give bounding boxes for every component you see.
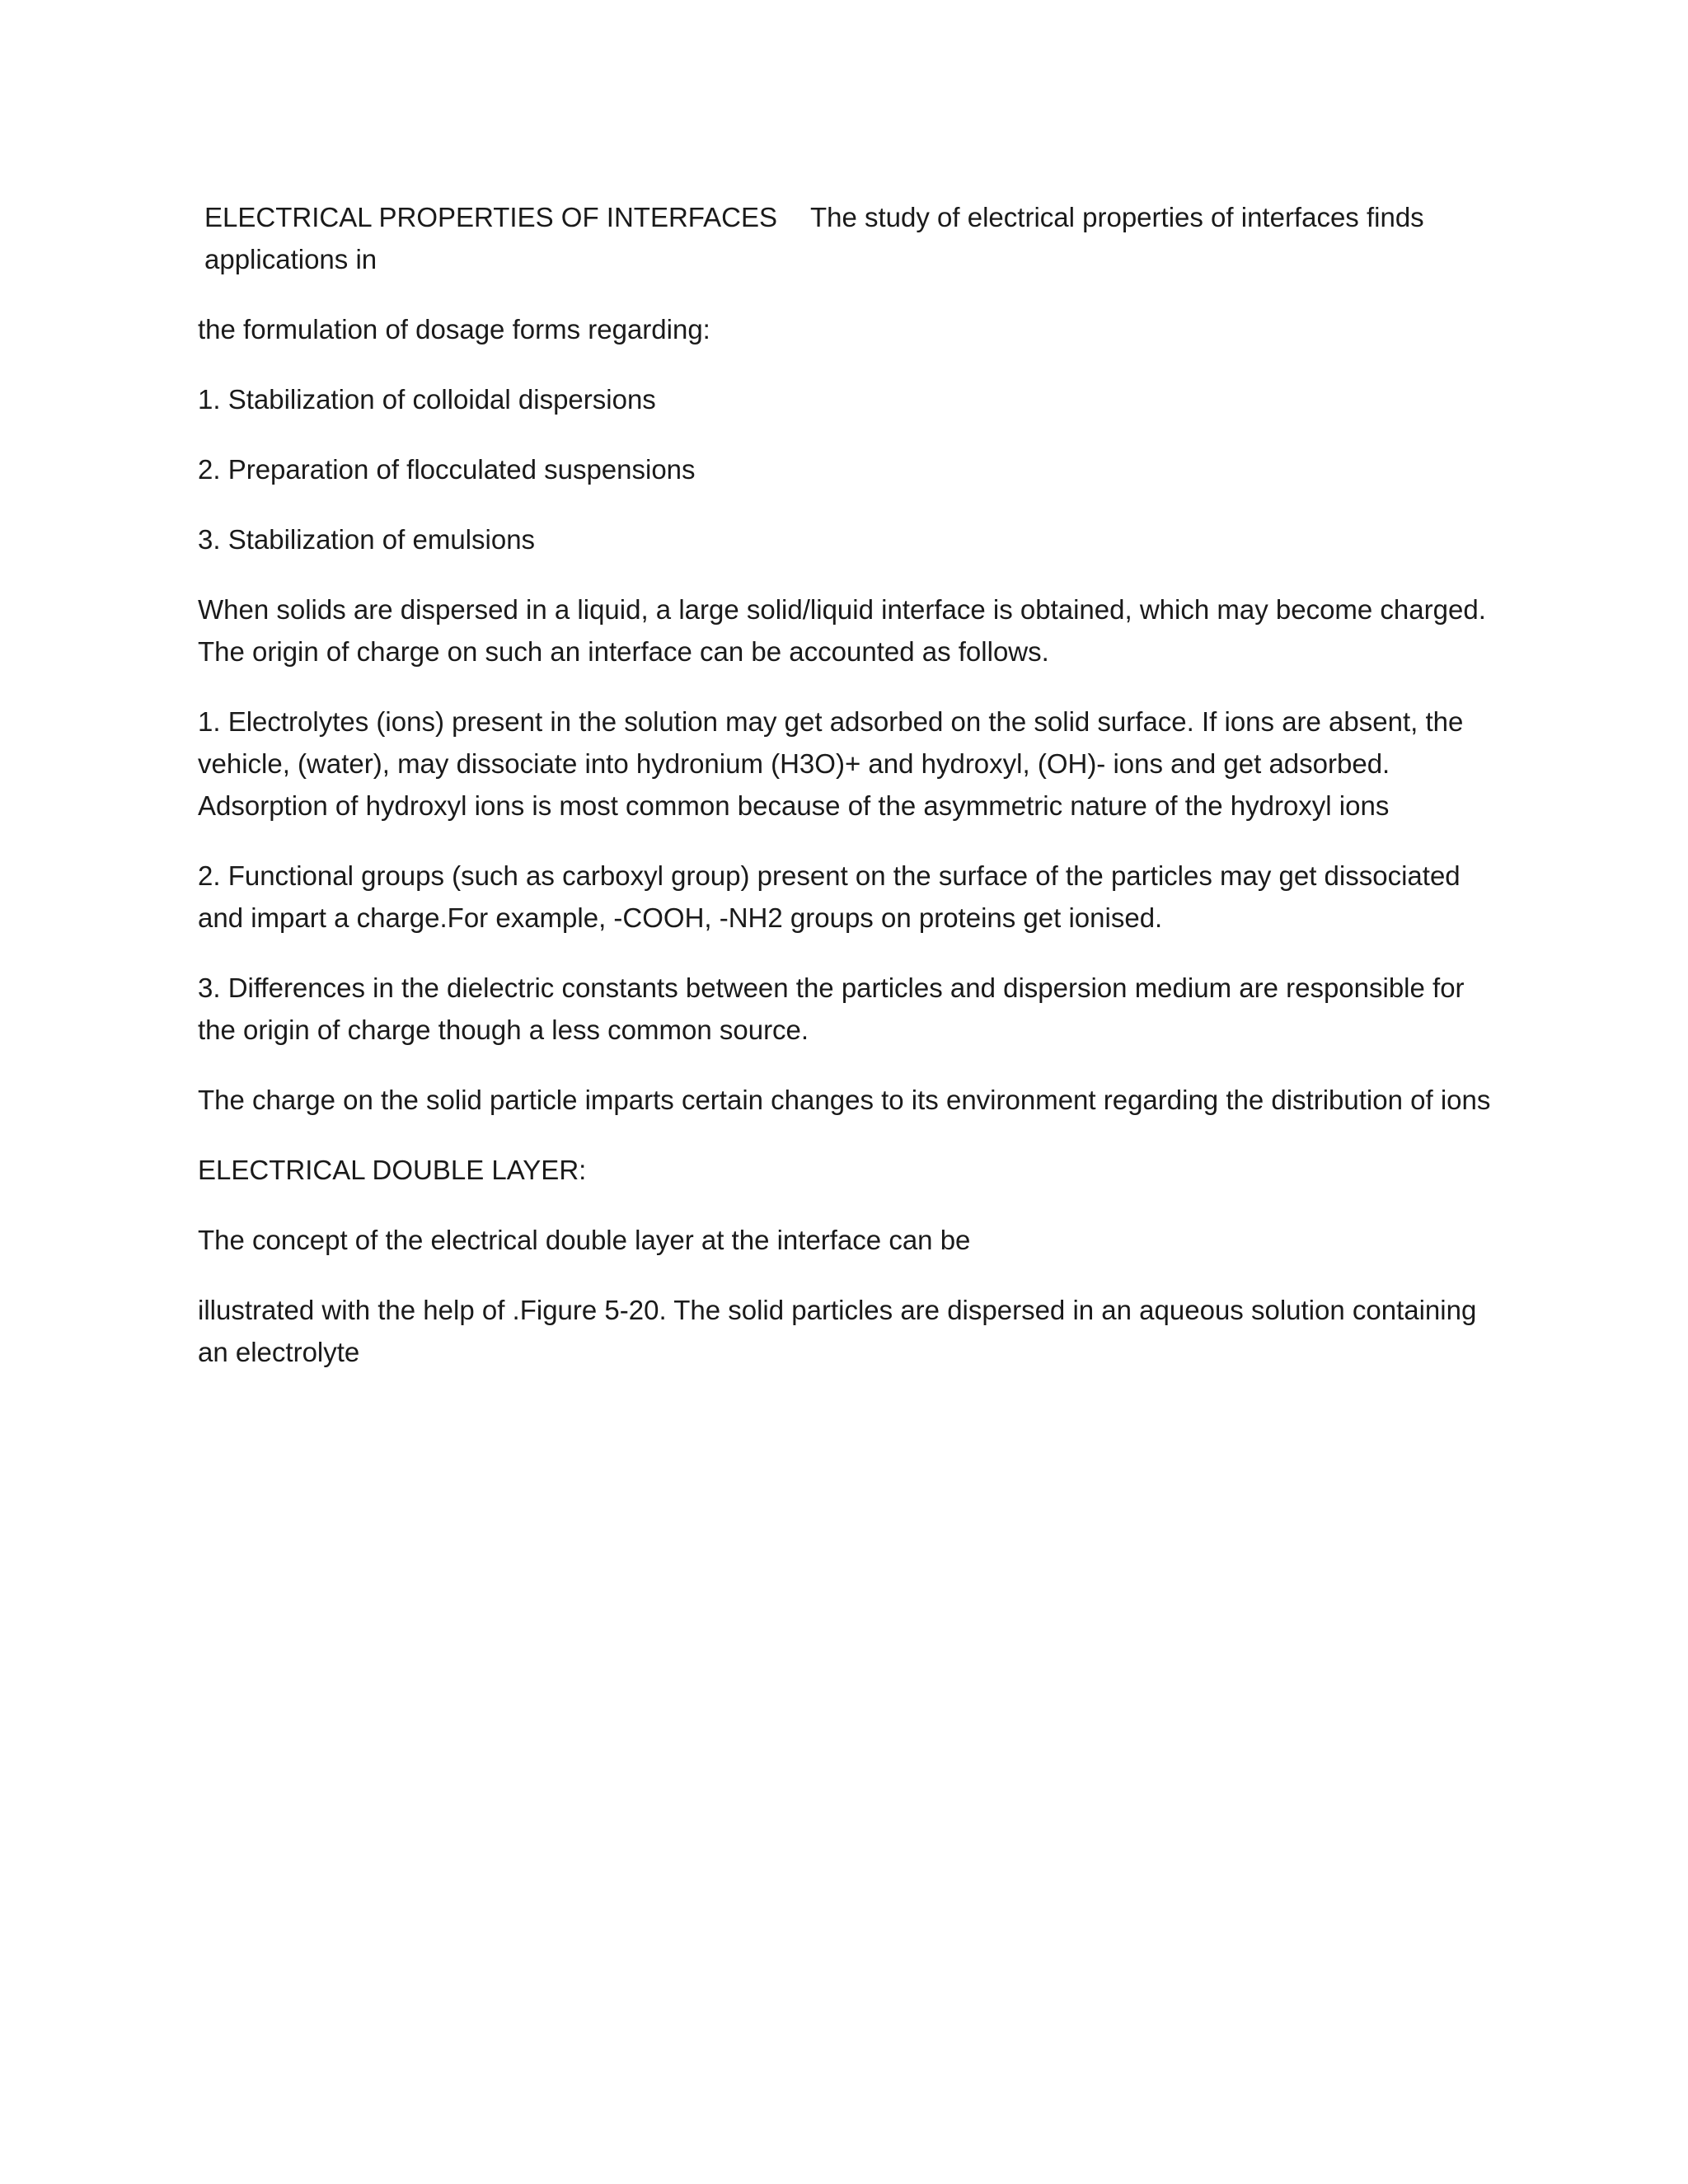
list-item: 3. Differences in the dielectric constants between the particles and dispersion medium are responsible for the origin of charge though a less common source. — [198, 972, 1465, 1045]
intro-text: The study of electrical properties of interfaces finds applications in — [204, 202, 1424, 274]
formulation-paragraph: the formulation of dosage forms regarding: — [198, 314, 710, 344]
solids-paragraph: When solids are dispersed in a liquid, a large solid/liquid interface is obtained, which may become charged. The origin of charge on such an interface can be accounted as follows. — [198, 594, 1486, 667]
list-item: 1. Electrolytes (ions) present in the solution may get adsorbed on the solid surface. If ions are absent, the vehicle, (water), may dissociate into hydronium (H3O)+ and hydroxyl, (OH)- ions and get adsorbed. Adsorption of hydroxyl ions is most common because of the asymmetric nature of the hydroxyl ions — [198, 706, 1464, 821]
intro-paragraph — [198, 196, 1492, 280]
list-item: 2. Preparation of flocculated suspensions — [198, 454, 696, 485]
document-body — [198, 196, 1492, 1401]
charge-paragraph: The charge on the solid particle imparts certain changes to its environment regarding the distribution of ions — [198, 1085, 1491, 1115]
list-item: 1. Stabilization of colloidal dispersions — [198, 384, 656, 415]
concept-paragraph: The concept of the electrical double layer at the interface can be — [198, 1225, 971, 1255]
list-item: 3. Stabilization of emulsions — [198, 524, 536, 555]
section-heading: ELECTRICAL DOUBLE LAYER: — [198, 1155, 587, 1185]
document-title: ELECTRICAL PROPERTIES OF INTERFACES — [204, 202, 777, 232]
list-item: 2. Functional groups (such as carboxyl group) present on the surface of the particles may get dissociated and impart a charge.For example, -COOH, -NH2 groups on proteins get ionised. — [198, 860, 1461, 933]
illustrated-paragraph: illustrated with the help of .Figure 5-20. The solid particles are dispersed in an aqueous solution containing an electrolyte — [198, 1295, 1477, 1367]
